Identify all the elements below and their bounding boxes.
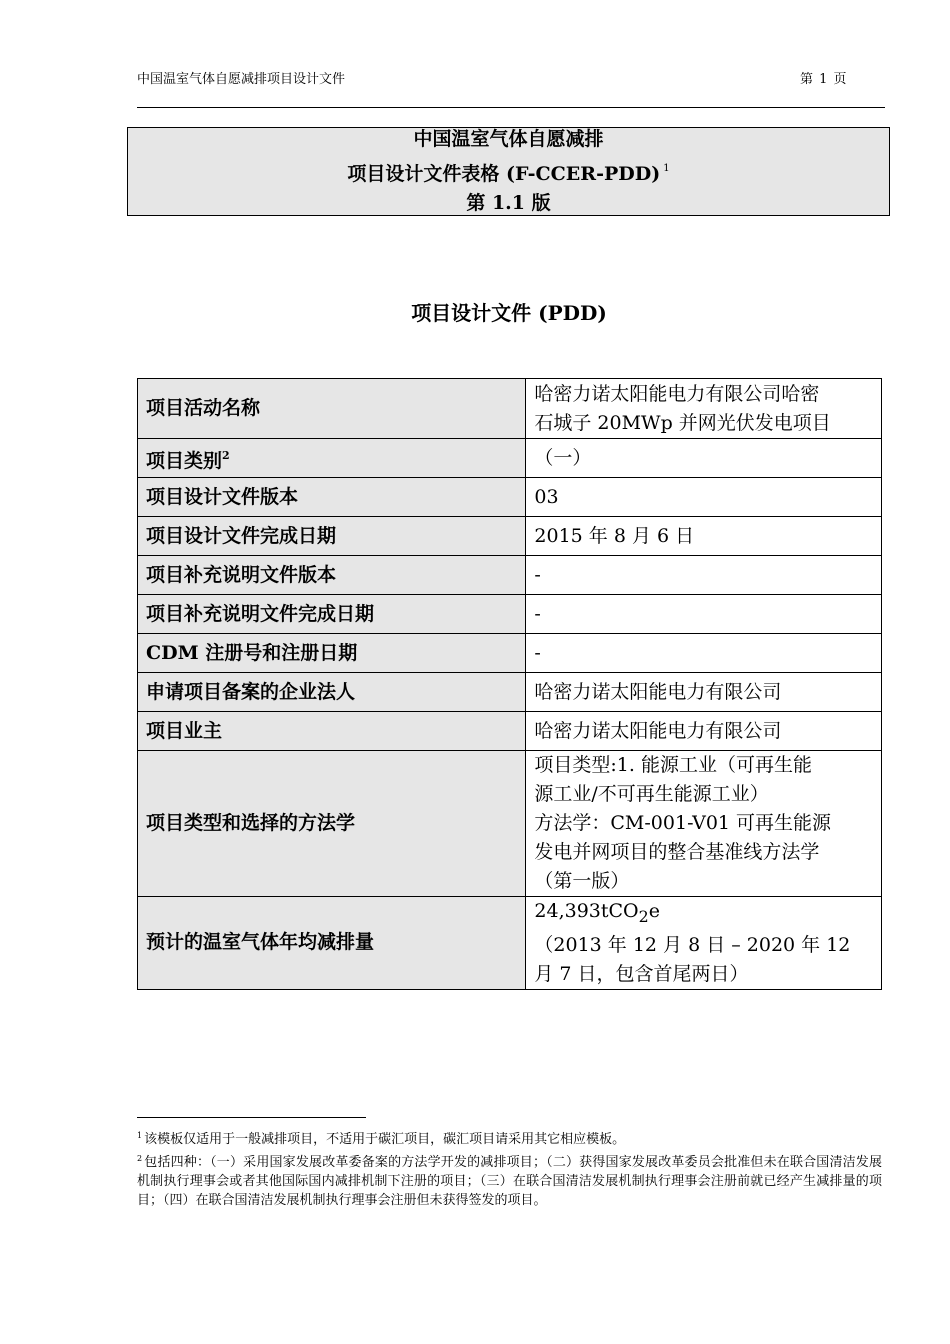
row-value: [526, 751, 882, 897]
emission-subscript: 2: [638, 906, 649, 926]
emission-value: 24,393tCO: [534, 900, 639, 922]
row-value: 哈密力诺太阳能电力有限公司: [526, 712, 882, 751]
table-row: [138, 439, 882, 478]
value-line: [534, 897, 873, 931]
row-value: 哈密力诺太阳能电力有限公司: [526, 673, 882, 712]
table-row: [138, 897, 882, 990]
row-label: CDM 注册号和注册日期: [138, 634, 526, 673]
table-row: [138, 634, 882, 673]
value-line: 项目类型:1. 能源工业（可再生能: [534, 754, 812, 776]
value-line: 源工业/不可再生能源工业）: [534, 783, 769, 805]
row-label: 项目业主: [138, 712, 526, 751]
table-row: [138, 517, 882, 556]
table-row: [138, 751, 882, 897]
row-label: 项目活动名称: [138, 379, 526, 439]
value-line: 发电并网项目的整合基准线方法学: [534, 841, 820, 863]
value-line: 石城子 20MWp 并网光伏发电项目: [534, 411, 831, 434]
value-line: （第一版）: [534, 870, 630, 892]
row-value: -: [526, 634, 882, 673]
footnote-ref-2: 2: [222, 448, 230, 462]
footnote-ref-1: 1: [663, 163, 670, 174]
footnote: [137, 1149, 882, 1210]
form-title-box: [127, 127, 890, 216]
row-label: 项目类型和选择的方法学: [138, 751, 526, 897]
footnote-divider: [137, 1117, 366, 1118]
row-value: （一）: [526, 439, 882, 478]
row-label: 申请项目备案的企业法人: [138, 673, 526, 712]
running-header-title: 中国温室气体自愿减排项目设计文件: [137, 72, 346, 87]
row-value: 2015 年 8 月 6 日: [526, 517, 882, 556]
form-version: 第 1.1 版: [466, 192, 551, 214]
value-line: （2013 年 12 月 8 日 – 2020 年 12: [534, 933, 851, 956]
footnotes: [137, 1126, 882, 1210]
footnote-number: 2: [137, 1154, 143, 1163]
row-label: 项目设计文件版本: [138, 478, 526, 517]
page-number: 第 1 页: [800, 72, 847, 87]
row-label-text: 项目类别: [146, 449, 223, 472]
table-row: [138, 478, 882, 517]
row-label: 项目设计文件完成日期: [138, 517, 526, 556]
row-value: [526, 897, 882, 990]
form-title-line-1: 中国温室气体自愿减排: [413, 128, 604, 150]
pdd-heading: 项目设计文件 (PDD): [411, 301, 607, 325]
row-value: 03: [526, 478, 882, 517]
row-label: 项目补充说明文件版本: [138, 556, 526, 595]
footnote-text: 该模板仅适用于一般减排项目，不适用于碳汇项目，碳汇项目请采用其它相应模板。: [144, 1132, 626, 1147]
footnote-text: 包括四种：（一）采用国家发展改革委备案的方法学开发的减排项目；（二）获得国家发展改革委员会批准但未在联合国清洁发展机制执行理事会或者其他国际国内减排机制下注册的项目；（三）在联合国清洁发展机制执行理事会注册前就已经产生减排量的项目；（四）在联合国清洁发展机制执行理事会注册但未获得签发的项目。: [137, 1155, 882, 1208]
form-title-line-2-text: 项目设计文件表格 (F-CCER-PDD): [347, 163, 661, 185]
footnote-number: 1: [137, 1131, 143, 1140]
header-divider: [137, 107, 885, 108]
project-info-table: [137, 378, 882, 990]
table-row: [138, 673, 882, 712]
form-title-line-2: [347, 154, 669, 189]
value-line: 月 7 日，包含首尾两日）: [534, 962, 749, 985]
value-line: 方法学：CM-001-V01 可再生能源: [534, 812, 832, 834]
emission-suffix: e: [648, 900, 660, 922]
row-label: 项目补充说明文件完成日期: [138, 595, 526, 634]
table-row: [138, 379, 882, 439]
table-row: [138, 712, 882, 751]
footnote: [137, 1126, 882, 1149]
row-value: -: [526, 595, 882, 634]
row-value: -: [526, 556, 882, 595]
row-label: [138, 439, 526, 478]
table-row: [138, 595, 882, 634]
row-label: 预计的温室气体年均减排量: [138, 897, 526, 990]
value-line: 哈密力诺太阳能电力有限公司哈密: [534, 382, 820, 405]
table-row: [138, 556, 882, 595]
row-value: [526, 379, 882, 439]
